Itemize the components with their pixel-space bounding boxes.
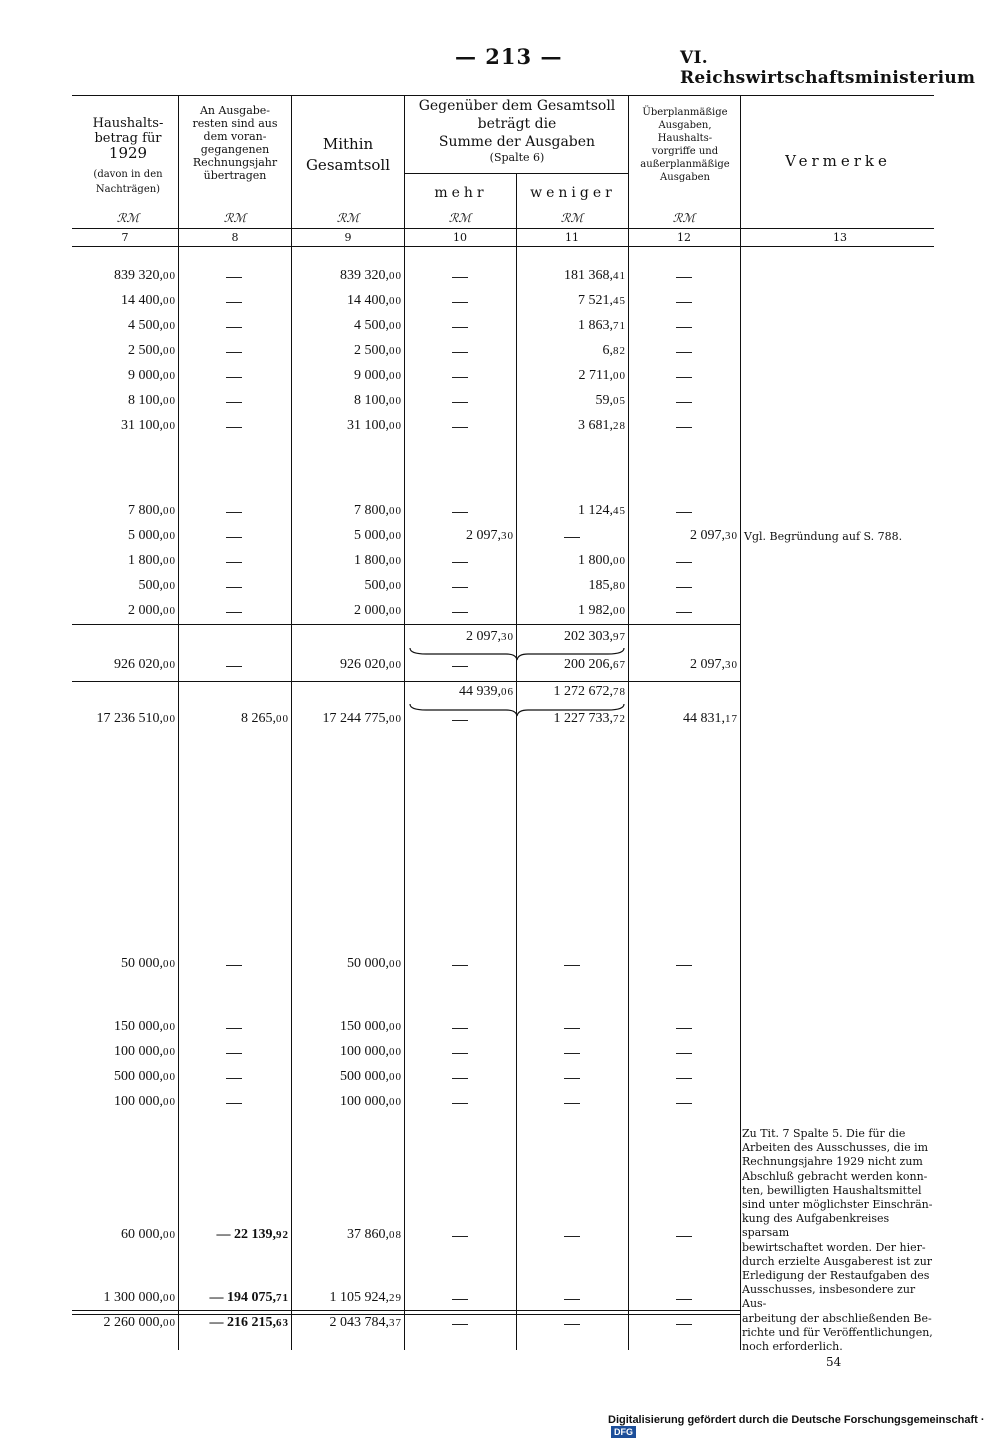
empty-dash (452, 427, 468, 428)
empty-dash (564, 1299, 580, 1300)
table-cell: 100 000,00 (340, 1094, 402, 1109)
table-cell: 2 711,00 (578, 368, 626, 383)
table-cell: 2 260 000,00 (103, 1315, 176, 1330)
table-cell: 44 939,06 (459, 684, 514, 699)
empty-dash (564, 1324, 580, 1325)
table-cell: 1 800,00 (354, 553, 402, 568)
table-cell: 150 000,00 (114, 1019, 176, 1034)
table-cell: — 22 139,92 (216, 1227, 289, 1242)
brace-subtotal (406, 646, 628, 662)
table-cell: 9 000,00 (354, 368, 402, 383)
empty-dash (676, 352, 692, 353)
table-cell: 8 100,00 (128, 393, 176, 408)
table-cell: 1 124,45 (578, 503, 626, 518)
table-cell: 5 000,00 (354, 528, 402, 543)
empty-dash (226, 612, 242, 613)
empty-dash (676, 302, 692, 303)
col-divider-11 (628, 95, 629, 1350)
table-cell: 5 000,00 (128, 528, 176, 543)
colno-8: 8 (231, 231, 239, 244)
empty-dash (676, 1078, 692, 1079)
table-cell: 6,82 (602, 343, 626, 358)
empty-dash (676, 1236, 692, 1237)
empty-dash (676, 402, 692, 403)
table-cell: 200 206,67 (564, 657, 626, 672)
table-cell: 1 863,71 (578, 318, 626, 333)
table-cell: 50 000,00 (347, 956, 402, 971)
empty-dash (676, 277, 692, 278)
empty-dash (564, 1053, 580, 1054)
empty-dash (452, 1028, 468, 1029)
empty-dash (676, 1028, 692, 1029)
table-cell: 926 020,00 (340, 657, 402, 672)
table-cell: 839 320,00 (114, 268, 176, 283)
table-cell: 2 500,00 (354, 343, 402, 358)
empty-dash (226, 327, 242, 328)
table-cell: 2 097,30 (466, 528, 514, 543)
table-cell: 3 681,28 (578, 418, 626, 433)
empty-dash (564, 537, 580, 538)
page-number: — 213 — (455, 44, 563, 69)
table-top-rule (72, 95, 934, 96)
table-cell: 31 100,00 (347, 418, 402, 433)
empty-dash (452, 352, 468, 353)
table-cell: 500,00 (364, 578, 402, 593)
subtotal-rule (72, 624, 740, 625)
colhead-9: Mithin Gesamtsoll (305, 135, 391, 174)
empty-dash (452, 302, 468, 303)
empty-dash (452, 1078, 468, 1079)
table-cell: 2 097,30 (690, 528, 738, 543)
empty-dash (226, 1028, 242, 1029)
colno-10: 10 (453, 231, 467, 244)
empty-dash (452, 377, 468, 378)
empty-dash (452, 402, 468, 403)
table-cell: 839 320,00 (340, 268, 402, 283)
table-cell: 50 000,00 (121, 956, 176, 971)
table-cell: 8 100,00 (354, 393, 402, 408)
sum-rule-1 (72, 1310, 740, 1311)
colhead-8: An Ausgabe- resten sind aus dem voran- gegangenen Rechnungsjahr übertragen (192, 104, 278, 182)
sheet-number: 54 (826, 1355, 842, 1369)
table-cell: 9 000,00 (128, 368, 176, 383)
table-cell: 1 800,00 (578, 553, 626, 568)
col-divider-10 (516, 173, 517, 1350)
colno-9: 9 (344, 231, 352, 244)
colno-rule (72, 246, 934, 247)
explanatory-note: Zu Tit. 7 Spalte 5. Die für die Arbeiten des Ausschusses, die im Rechnungsjahre 1929 nicht zum Abschluß gebracht werden konn- ten, bewilligten Haushaltsmittel sind unter möglichster Einschrän- kung des Aufgabenkreises sparsam bewirtschaftet worden. Der hier- durch erzielte Ausgaberest ist zur Erledigung der Restaufgaben des Ausschusses, insbesondere zur Aus- arbeitung der abschließenden Be- richte und für Veröffentlichungen, noch erforderlich. (742, 1127, 933, 1354)
empty-dash (676, 327, 692, 328)
unit-9: ℛℳ (336, 211, 360, 225)
table-cell: 17 236 510,00 (96, 711, 176, 726)
empty-dash (676, 965, 692, 966)
empty-dash (226, 666, 242, 667)
colhead-13: Vermerke (785, 152, 891, 170)
table-cell: 7 521,45 (578, 293, 626, 308)
table-cell: 100 000,00 (114, 1044, 176, 1059)
unit-7: ℛℳ (116, 211, 140, 225)
table-cell: 2 000,00 (128, 603, 176, 618)
empty-dash (676, 427, 692, 428)
empty-dash (226, 352, 242, 353)
empty-dash (564, 1028, 580, 1029)
empty-dash (452, 1103, 468, 1104)
header-rule (72, 228, 934, 229)
table-cell: — 216 215,63 (209, 1315, 289, 1330)
table-cell: 500 000,00 (114, 1069, 176, 1084)
empty-dash (676, 377, 692, 378)
empty-dash (452, 512, 468, 513)
empty-dash (452, 562, 468, 563)
unit-11: ℛℳ (560, 211, 584, 225)
empty-dash (452, 720, 468, 721)
empty-dash (452, 965, 468, 966)
table-cell: 1 105 924,29 (329, 1290, 402, 1305)
section-title: VI. Reichswirtschaftsministerium (680, 48, 976, 88)
empty-dash (226, 1078, 242, 1079)
empty-dash (564, 1078, 580, 1079)
colhead-group: Gegenüber dem Gesamtsoll beträgt die Summe der Ausgaben (Spalte 6) (418, 98, 616, 164)
table-cell: 1 227 733,72 (553, 711, 626, 726)
table-cell: 1 300 000,00 (103, 1290, 176, 1305)
colno-12: 12 (677, 231, 691, 244)
table-cell: 17 244 775,00 (322, 711, 402, 726)
table-cell: 1 800,00 (128, 553, 176, 568)
empty-dash (452, 1324, 468, 1325)
digitization-footer (608, 1414, 1000, 1438)
empty-dash (452, 1053, 468, 1054)
table-cell: 44 831,17 (683, 711, 738, 726)
empty-dash (676, 512, 692, 513)
table-cell: 185,80 (588, 578, 626, 593)
empty-dash (676, 587, 692, 588)
empty-dash (564, 965, 580, 966)
empty-dash (226, 1103, 242, 1104)
unit-8: ℛℳ (223, 211, 247, 225)
total-rule (72, 681, 740, 682)
table-cell: 60 000,00 (121, 1227, 176, 1242)
col-divider-7 (178, 95, 179, 1350)
table-cell: 31 100,00 (121, 418, 176, 433)
colno-7: 7 (121, 231, 129, 244)
empty-dash (676, 1053, 692, 1054)
empty-dash (452, 666, 468, 667)
table-cell: 100 000,00 (114, 1094, 176, 1109)
empty-dash (226, 377, 242, 378)
empty-dash (226, 587, 242, 588)
empty-dash (226, 302, 242, 303)
table-cell: 2 097,30 (690, 657, 738, 672)
table-cell: 926 020,00 (114, 657, 176, 672)
table-cell: 7 800,00 (128, 503, 176, 518)
table-cell: 2 097,30 (466, 629, 514, 644)
col-divider-8 (291, 95, 292, 1350)
empty-dash (564, 1236, 580, 1237)
table-cell: 4 500,00 (128, 318, 176, 333)
sum-rule-2 (72, 1314, 740, 1315)
table-cell: 150 000,00 (340, 1019, 402, 1034)
table-cell: 2 043 784,37 (329, 1315, 402, 1330)
colno-13: 13 (833, 231, 847, 244)
table-cell: 202 303,97 (564, 629, 626, 644)
table-cell: 2 000,00 (354, 603, 402, 618)
empty-dash (676, 612, 692, 613)
table-cell: 59,05 (595, 393, 626, 408)
dfg-logo: DFG (611, 1426, 636, 1438)
table-cell: 8 265,00 (241, 711, 289, 726)
empty-dash (564, 1103, 580, 1104)
colhead-10: mehr (434, 185, 488, 201)
col-divider-12 (740, 95, 741, 1350)
empty-dash (226, 512, 242, 513)
table-cell: 7 800,00 (354, 503, 402, 518)
empty-dash (676, 1299, 692, 1300)
empty-dash (676, 1324, 692, 1325)
table-cell: — 194 075,71 (209, 1290, 289, 1305)
empty-dash (226, 1053, 242, 1054)
brace-total (406, 702, 628, 718)
colhead-11: weniger (530, 185, 616, 201)
colhead-7: Haushalts- betrag für 1929 (davon in den Nachträgen) (92, 116, 164, 195)
empty-dash (676, 562, 692, 563)
empty-dash (452, 1299, 468, 1300)
empty-dash (226, 427, 242, 428)
unit-12: ℛℳ (672, 211, 696, 225)
empty-dash (452, 1236, 468, 1237)
empty-dash (226, 402, 242, 403)
table-cell: 100 000,00 (340, 1044, 402, 1059)
col-divider-9 (404, 95, 405, 1350)
table-cell: 2 500,00 (128, 343, 176, 358)
table-cell: 14 400,00 (347, 293, 402, 308)
unit-10: ℛℳ (448, 211, 472, 225)
empty-dash (452, 612, 468, 613)
table-cell: 1 982,00 (578, 603, 626, 618)
empty-dash (226, 562, 242, 563)
empty-dash (452, 277, 468, 278)
footer-text: Digitalisierung gefördert durch die Deutsche Forschungsgemeinschaft · (608, 1414, 985, 1426)
table-cell: 500,00 (138, 578, 176, 593)
empty-dash (452, 327, 468, 328)
empty-dash (676, 1103, 692, 1104)
empty-dash (226, 537, 242, 538)
table-cell: 37 860,08 (347, 1227, 402, 1242)
table-cell: 4 500,00 (354, 318, 402, 333)
colno-11: 11 (565, 231, 579, 244)
empty-dash (226, 965, 242, 966)
empty-dash (452, 587, 468, 588)
table-cell: 181 368,41 (564, 268, 626, 283)
table-cell: 14 400,00 (121, 293, 176, 308)
colhead-12: Überplanmäßige Ausgaben, Haushalts- vorgriffe und außerplanmäßige Ausgaben (640, 107, 730, 183)
empty-dash (226, 277, 242, 278)
table-cell: 1 272 672,78 (553, 684, 626, 699)
table-cell: 500 000,00 (340, 1069, 402, 1084)
remark: Vgl. Begründung auf S. 788. (744, 530, 903, 543)
